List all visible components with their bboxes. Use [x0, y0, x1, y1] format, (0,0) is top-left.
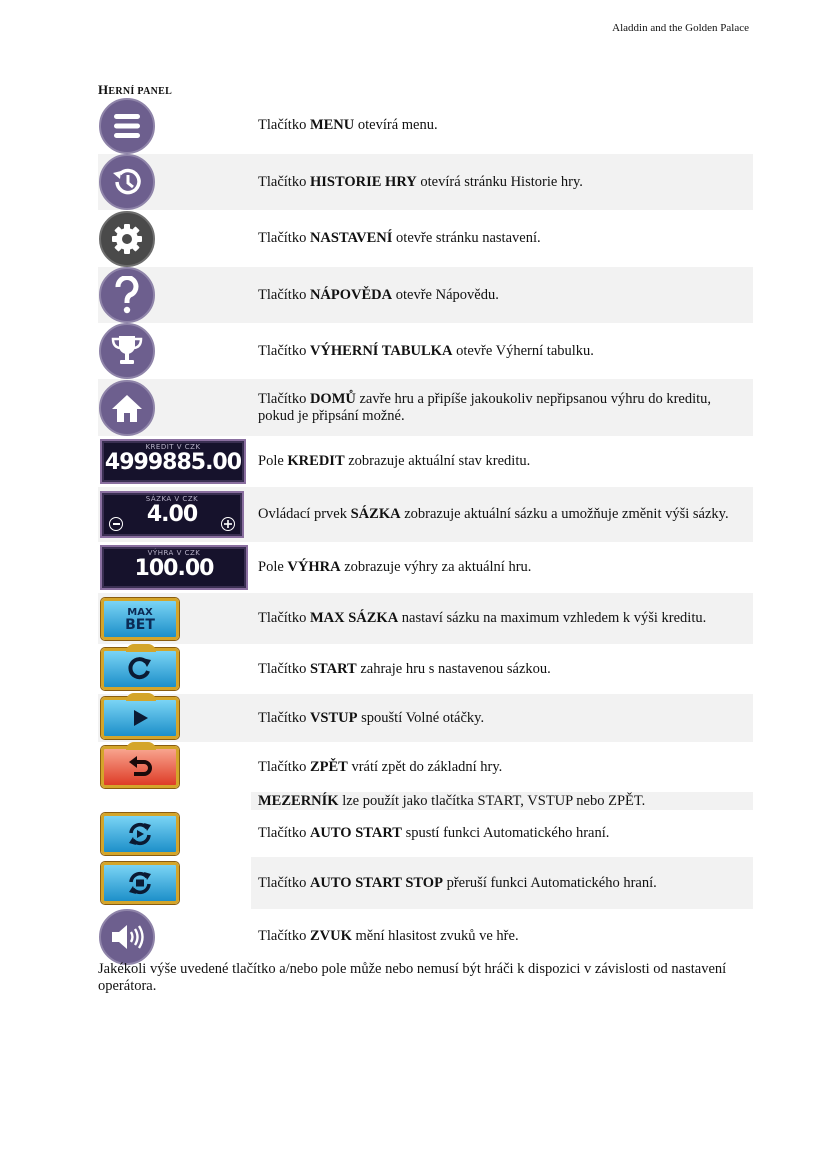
row-description: Tlačítko VÝHERNÍ TABULKA otevře Výherní tabulku. — [258, 342, 594, 359]
row-auto-start — [98, 810, 753, 857]
autoplay-icon[interactable] — [101, 813, 179, 855]
row-max-bet — [98, 593, 753, 644]
trophy-icon[interactable] — [99, 323, 155, 379]
menu-icon[interactable] — [99, 98, 155, 154]
row-description: Tlačítko MAX SÁZKA nastaví sázku na maximum vzhledem k výši kreditu. — [258, 610, 707, 626]
row-start — [98, 644, 753, 694]
row-credit — [98, 436, 753, 487]
row-description: Pole KREDIT zobrazuje aktuální stav kreditu. — [258, 453, 531, 469]
row-description: Tlačítko AUTO START STOP přeruší funkci Automatického hraní. — [258, 874, 657, 891]
row-description: Tlačítko ZVUK mění hlasitost zvuků ve hře. — [258, 928, 519, 944]
row-sound — [98, 909, 753, 964]
help-icon[interactable] — [99, 267, 155, 323]
history-icon[interactable] — [99, 154, 155, 210]
row-description: Tlačítko AUTO START spustí funkci Automatického hraní. — [258, 825, 610, 841]
row-description: Tlačítko DOMŮ zavře hru a připíše jakoukoliv nepřipsanou výhru do kreditu, pokud je připsání možné. — [258, 390, 712, 424]
row-description: Pole VÝHRA zobrazuje výhry za aktuální hru. — [258, 559, 532, 575]
row-spacebar — [98, 792, 753, 810]
row-description: MEZERNÍK lze použít jako tlačítka START, VSTUP nebo ZPĚT. — [258, 792, 646, 809]
row-description: Tlačítko START zahraje hru s nastavenou sázkou. — [258, 660, 551, 677]
row-history — [98, 154, 753, 210]
spin-icon[interactable] — [101, 648, 179, 690]
row-help — [98, 267, 753, 323]
decrease-bet-icon[interactable] — [109, 517, 123, 531]
autoplay-stop-icon[interactable] — [101, 862, 179, 904]
row-description: Ovládací prvek SÁZKA zobrazuje aktuální sázku a umožňuje změnit výši sázky. — [258, 506, 729, 522]
game-panel-table — [98, 97, 753, 964]
section-title: HERNÍ PANEL — [98, 82, 173, 97]
row-win — [98, 542, 753, 593]
bet-control: SÁZKA V CZK 4.00 — [100, 491, 244, 538]
row-description: Tlačítko NASTAVENÍ otevře stránku nastavení. — [258, 230, 541, 246]
credit-field: KREDIT V CZK 4999885.00 — [100, 439, 246, 484]
play-icon[interactable] — [101, 697, 179, 739]
row-settings — [98, 210, 753, 267]
row-description: Tlačítko VSTUP spouští Volné otáčky. — [258, 709, 485, 726]
row-menu — [98, 97, 753, 154]
row-description: Tlačítko MENU otevírá menu. — [258, 117, 438, 133]
footer-note: Jakékoli výše uvedené tlačítko a/nebo pole může nebo nemusí být hráči k dispozici v závislosti od nastavení operátora. — [98, 961, 727, 994]
increase-bet-icon[interactable] — [221, 517, 235, 531]
sound-icon[interactable] — [99, 909, 155, 965]
document-title: Aladdin and the Golden Palace — [612, 22, 749, 34]
row-description: Tlačítko HISTORIE HRY otevírá stránku Historie hry. — [258, 173, 583, 190]
home-icon[interactable] — [99, 380, 155, 436]
gear-icon[interactable] — [99, 211, 155, 267]
row-enter — [98, 694, 753, 742]
row-home — [98, 379, 753, 436]
row-paytable — [98, 323, 753, 379]
row-bet — [98, 487, 753, 542]
row-description: Tlačítko NÁPOVĚDA otevře Nápovědu. — [258, 286, 499, 303]
max-bet-icon[interactable]: MAX BET — [101, 598, 179, 640]
back-icon[interactable] — [101, 746, 179, 788]
row-back — [98, 742, 753, 792]
win-field: VÝHRA V CZK 100.00 — [100, 545, 248, 590]
row-description: Tlačítko ZPĚT vrátí zpět do základní hry. — [258, 758, 503, 775]
row-auto-start-stop — [98, 857, 753, 909]
